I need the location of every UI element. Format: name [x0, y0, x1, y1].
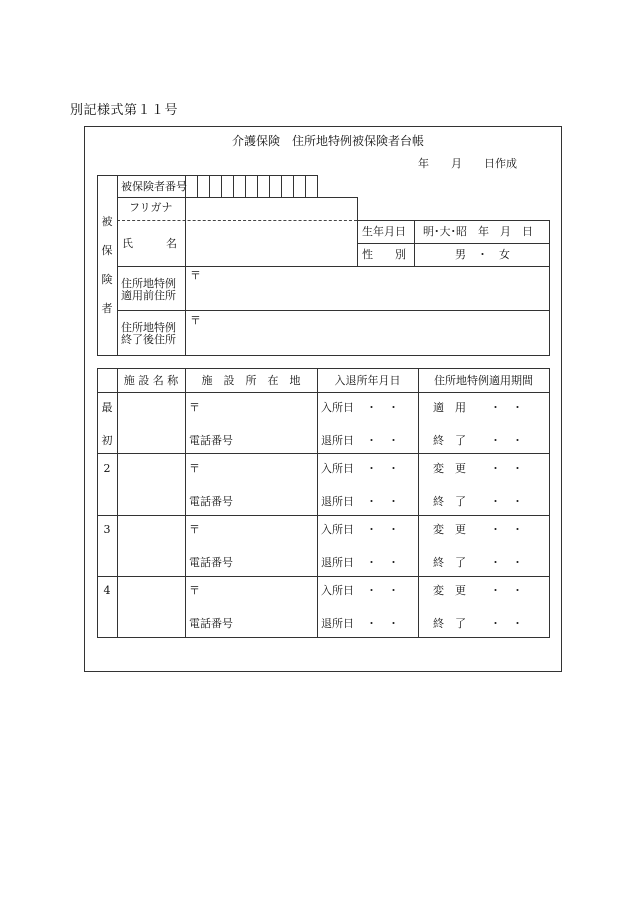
period-start-dots: ・ ・ [490, 401, 523, 414]
header-facility-address: 施 設 所 在 地 [201, 374, 301, 387]
post-address-label-line1: 住所地特例 [121, 321, 176, 334]
furigana-label: フリガナ [129, 201, 173, 214]
prev-address-label-line2: 適用前住所 [121, 289, 176, 302]
furigana-field[interactable] [186, 198, 357, 220]
entry-date-label: 入所日 [321, 462, 354, 475]
insured-number-field[interactable] [186, 176, 317, 197]
entry-date-label: 入所日 [321, 523, 354, 536]
sex-value: 男 ・ 女 [455, 248, 510, 261]
name-label: 氏 名 [122, 237, 177, 250]
period-end-label: 終 了 [433, 617, 466, 630]
insured-number-label: 被保険者番号 [121, 180, 187, 193]
postal-mark: 〒 [189, 523, 200, 536]
phone-label: 電話番号 [189, 495, 233, 508]
entry-date-label: 入所日 [321, 401, 354, 414]
period-start-label: 変 更 [433, 523, 466, 536]
exit-date-label: 退所日 [321, 495, 354, 508]
period-end-label: 終 了 [433, 434, 466, 447]
period-end-dots: ・ ・ [490, 617, 523, 630]
exit-date-dots: ・ ・ [366, 495, 399, 508]
header-special-period: 住所地特例適用期間 [434, 374, 533, 387]
row-number: 最 [101, 401, 113, 414]
facility-name-field[interactable] [118, 393, 185, 453]
header-entry-exit-dates: 入退所年月日 [334, 374, 401, 387]
period-end-dots: ・ ・ [490, 556, 523, 569]
prev-address-label-line1: 住所地特例 [121, 277, 176, 290]
exit-date-label: 退所日 [321, 556, 354, 569]
period-end-dots: ・ ・ [490, 434, 523, 447]
post-address-label-line2: 終了後住所 [121, 333, 176, 346]
entry-date-dots: ・ ・ [366, 462, 399, 475]
form-label: 別記様式第１１号 [70, 103, 179, 118]
exit-date-dots: ・ ・ [366, 617, 399, 630]
facility-name-field[interactable] [118, 454, 185, 515]
postal-mark: 〒 [189, 462, 200, 475]
row-number-sub: 初 [101, 434, 113, 447]
name-field[interactable] [186, 221, 357, 266]
created-date: 年 月 日作成 [418, 157, 517, 170]
postal-mark: 〒 [189, 401, 200, 414]
entry-date-dots: ・ ・ [366, 523, 399, 536]
period-start-label: 適 用 [433, 401, 466, 414]
exit-date-label: 退所日 [321, 434, 354, 447]
phone-label: 電話番号 [189, 434, 233, 447]
exit-date-label: 退所日 [321, 617, 354, 630]
entry-date-dots: ・ ・ [366, 401, 399, 414]
period-start-dots: ・ ・ [490, 523, 523, 536]
exit-date-dots: ・ ・ [366, 434, 399, 447]
entry-date-dots: ・ ・ [366, 584, 399, 597]
postal-mark: 〒 [189, 584, 200, 597]
insured-side-label: 被 保 険 者 [101, 215, 113, 315]
form-title: 介護保険 住所地特例被保険者台帳 [232, 134, 425, 148]
period-start-label: 変 更 [433, 462, 466, 475]
birth-value: 明･大･昭 年 月 日 [423, 225, 533, 238]
period-end-label: 終 了 [433, 495, 466, 508]
sex-label: 性 別 [362, 248, 406, 261]
post-address-field[interactable] [200, 311, 549, 355]
exit-date-dots: ・ ・ [366, 556, 399, 569]
prev-address-field[interactable] [200, 267, 549, 310]
facility-name-field[interactable] [118, 516, 185, 576]
period-start-label: 変 更 [433, 584, 466, 597]
row-number: 2 [103, 462, 111, 475]
period-start-dots: ・ ・ [490, 584, 523, 597]
period-end-label: 終 了 [433, 556, 466, 569]
post-address-postal-mark: 〒 [190, 314, 201, 327]
row-number: 4 [103, 584, 111, 597]
entry-date-label: 入所日 [321, 584, 354, 597]
birth-label: 生年月日 [362, 225, 406, 238]
header-facility-name: 施 設 名 称 [123, 374, 179, 387]
prev-address-postal-mark: 〒 [190, 269, 201, 282]
facility-name-field[interactable] [118, 577, 185, 637]
phone-label: 電話番号 [189, 617, 233, 630]
period-start-dots: ・ ・ [490, 462, 523, 475]
period-end-dots: ・ ・ [490, 495, 523, 508]
row-number: 3 [103, 523, 111, 536]
phone-label: 電話番号 [189, 556, 233, 569]
